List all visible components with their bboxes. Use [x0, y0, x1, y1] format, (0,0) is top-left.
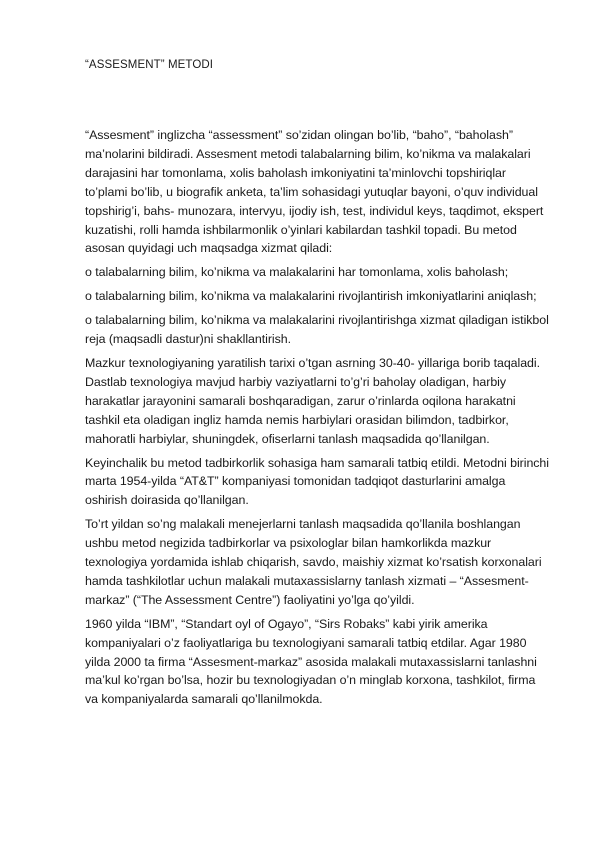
paragraph-business: Keyinchalik bu metod tadbirkorlik sohasiga ham samarali tatbiq etildi. Metodni birinchi marta 1954-yilda “AT&T” kompaniyasi tomonidan tadqiqot dasturlarini amalga oshirish doirasida qo’llanilgan. [85, 455, 549, 508]
paragraph-companies: 1960 yilda “IBM”, “Standart oyl of Ogayo”, “Sirs Robaks” kabi yirik amerika kompaniyalari o’z faoliyatlariga bu texnologiyani samarali tatbiq etdilar. Agar 1980 yilda 2000 ta firma “Assesment-markaz” asosida malakali mutaxassislarni tanlashni ma’kul ko’rgan bo’lsa, hozir bu texnologiyadan o’n minglab korxona, tashkilot, firma va kompaniyalarda samarali qo’llanilmokda. [85, 616, 537, 707]
document-title: “ASSESMENT” METODI [85, 59, 214, 71]
bullet-item-2: o talabalarning bilim, ko’nikma va malakalarini rivojlantirish imkoniyatlarini aniqlash; [85, 289, 537, 304]
paragraph-assessment-centre: To’rt yildan so’ng malakali menejerlarni tanlash maqsadida qo’llanila boshlangan ushbu metod negizida tadbirkorlar va psixologlar bilan hamkorlikda mazkur texnologiya yordamida ishlab chiqarish, savdo, maishiy xizmat ko’rsatish korxonalari hamda tashkilotlar uchun malakali mutaxassislarny tanlash xizmati – “Assesment-markaz” (“The Assessment Centre”) faoliyatini yo’lga qo’yildi. [85, 517, 542, 607]
paragraph-intro: “Assesment” inglizcha “assessment” so’zidan olingan bo’lib, “baho”, “baholash” ma’nolarini bildiradi. Assesment metodi talabalarning bilim, ko’nikma va malakalari darajasini har tomonlama, xolis baholash imkoniyatini ta’minlovchi topshiriqlar to’plami bo’lib, u biografik anketa, ta’lim sohasidagi yutuqlar bayoni, o’quv individual topshirig’i, bahs- munozara, intervyu, ijodiy ish, test, individul keys, taqdimot, ekspert kuzatishi, rolli hamda ishbilarmonlik o’yinlari kabilardan tashkil topadi. Bu metod asosan quyidagi uch maqsadga xizmat qiladi: [85, 128, 544, 256]
document-body [85, 126, 550, 714]
bullet-item-3: o talabalarning bilim, ko’nikma va malakalarini rivojlantirishga xizmat qiladigan istikbol reja (maqsadli dastur)ni shakllantirish. [85, 313, 549, 347]
paragraph-history: Mazkur texnologiyaning yaratilish tarixi o’tgan asrning 30-40- yillariga borib taqaladi. Dastlab texnologiya mavjud harbiy vaziyatlarni to’g’ri baholay oladigan, harbiy harakatlar jarayonini samarali boshqaradigan, zarur o’rinlarda oqilona harakatni tashkil eta oladigan ingliz hamda nemis harbiylari orasidan bilimdon, tadbirkor, mahoratli harbiylar, shuningdek, ofiserlarni tanlash maqsadida qo’llanilgan. [85, 355, 540, 446]
bullet-item-1: o talabalarning bilim, ko’nikma va malakalarini har tomonlama, xolis baholash; [85, 265, 509, 280]
